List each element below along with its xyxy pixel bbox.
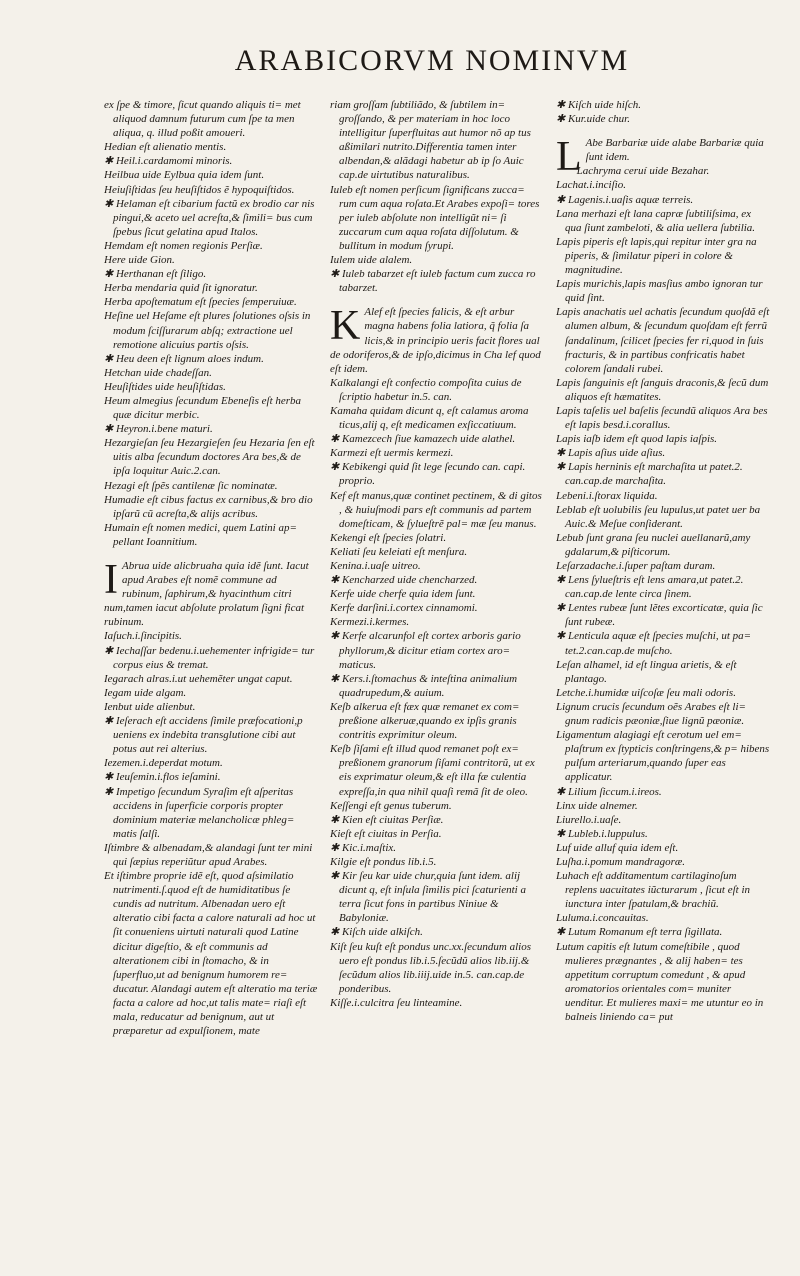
entry: ✱ Kers.i.ſtomachus & inteſtina animalium quadrupedum,& auium. <box>330 672 518 699</box>
drop-cap: L <box>556 134 582 181</box>
entry: Kermezi.i.kermes. <box>330 616 410 629</box>
entry: ✱ Iuleb tabarzet eſt iuleb factum cum zucca ro tabarzet. <box>330 268 536 295</box>
entry-text: Abe Barbariæ uide alabe Barbariæ quia ſunt idem. <box>585 137 764 164</box>
drop-cap: K <box>330 303 361 350</box>
entry: Keſb alkerua eſt fæx quæ remanet ex com= preßione alkeruæ,quando ex ipſis granis contritis exprimitur oleum. <box>330 700 520 742</box>
entry: Lapis murichis,lapis masſius ambo ignoran tur quid ſint. <box>556 278 763 305</box>
entry: Lapis taſelis uel baſelis ſecundũ aliquos Ara bes eſt lapis besd.i.corallus. <box>556 404 768 432</box>
entry: Lachat.i.inciſio. <box>556 179 626 192</box>
entry: ✱ Kerfe alcarunfol eſt cortex arboris gario phyllorum,& dicitur etiam cortex aro= maticus. <box>330 630 521 671</box>
entry: ✱ Kencharzed uide chencharzed. <box>330 574 478 587</box>
letter-section <box>104 559 318 1038</box>
entry: Kenina.i.uaſe uitreo. <box>330 560 421 572</box>
text-columns <box>104 98 770 1038</box>
entry: Iezemen.i.deperdat motum. <box>104 757 223 770</box>
entry: Herba mendaria quid ſit ignoratur. <box>104 282 258 295</box>
letter-section <box>556 136 770 1024</box>
entry: Kerfe uide cherfe quia idem ſunt. <box>330 588 476 601</box>
entry-text: Alef eſt ſpecies falicis, & eſt arbur magna habens folia latiora, q̃ folia ſa licis,& in principio ueris facit flores ual de odoriferos,& de ipſo,dicimus in Cha lef quod eſt idem. <box>330 306 541 375</box>
entry: ✱ Lenticula aquæ eſt ſpecies muſchi, ut pa= tet.2.can.cap.de muſcho. <box>556 630 752 657</box>
entry: Kieſt eſt ciuitas in Perſia. <box>330 827 442 840</box>
entry: Lignum crucis ſecundum oẽs Arabes eſt li= gnum radicis pæoniæ,ſiue lignũ pæoniæ. <box>556 700 746 728</box>
entry: ✱ Impetigo ſecundum Syraſim eſt aſperitas accidens in ſuperficie corporis propter dominium materiæ melancholicæ phleg= matis ſalſi. <box>104 785 295 840</box>
entry: Kiſt ſeu kuſt eſt pondus unc.xx.ſecundum alios uero eſt pondus lib.i.5.ſecũdũ alios lib.iij.& ſecũdum alios lib.iiij.uide in.5. can.cap.de ponderibus. <box>330 940 532 995</box>
entry-text: Abrua uide alicbruaha quia idẽ ſunt. Iacut apud Arabes eſt nomẽ commune ad rubinum, ſaphirum,& hyacinthum citri num,tamen iacut abſolute prolatum ſigni ficat rubinum. <box>104 560 309 629</box>
entry: ✱ Lapis aſius uide aſius. <box>556 447 666 460</box>
entry: ✱ Lubleb.i.luppulus. <box>556 827 648 840</box>
entry: Herba apoſtematum eſt ſpecies ſemperuiuæ. <box>104 296 297 309</box>
entry: ✱ Heil.i.cardamomi minoris. <box>104 155 233 168</box>
entry: ✱ Kir ſeu kar uide chur,quia ſunt idem. alij dicunt q, eſt inſula ſimilis pici ſcaturienti a terra ſicut fons in partibus Niniue & Babyloniæ. <box>330 870 526 925</box>
drop-cap: I <box>104 557 118 603</box>
entry: ✱ Kiſch uide hiſch. <box>556 99 641 111</box>
entry: ✱ Lens ſylueſtris eſt lens amara,ut patet.2. can.cap.de lente circa ſinem. <box>556 574 744 601</box>
entry: Keſb ſiſami eſt illud quod remanet poſt ex= preßionem granorum ſiſami contritorũ, ut ex eis exprimatur oleum,& eſt illa fæ culentia expreſſa,in qua nihil quaſi remã ſit de oleo. <box>330 743 535 798</box>
entry: Hezargieſan ſeu Hezargieſen ſeu Hezaria ſen eſt uitis alba ſecundum doctores Ara bes,& de ipſa loquitur Auic.2.can. <box>104 437 315 478</box>
entry: ✱ Lentes rubeæ ſunt lẽtes excorticatæ, quia ſic ſunt rubeæ. <box>556 602 763 629</box>
entry: Letche.i.humidæ uiſcoſæ ſeu mali odoris. <box>556 686 736 699</box>
entry: ✱ Lutum Romanum eſt terra ſigillata. <box>556 926 723 939</box>
entry: ✱ Helaman eſt cibarium factũ ex brodio car nis pingui,& aceto uel acreſta,& ſimili= bus cum ſpebus ſicut gelatina apud Italos. <box>104 197 315 238</box>
entry: Lebub ſunt grana ſeu nuclei auellanarũ,amy gdalarum,& piſticorum. <box>556 531 751 558</box>
entry: Iſtimbre & albenadam,& alandagi ſunt ter mini qui ſæpius reperiũtur apud Arabes. <box>104 841 313 868</box>
entry: Lapis piperis eſt lapis,qui repitur inter gra na piperis, & ſimilatur piperi in colore & magnitudine. <box>556 235 757 277</box>
entry: Ligamentum alagiagi eſt cerotum uel em= plaſtrum ex ſtypticis conſtringens,& p= hibens pulſum arteriarum,quando ſuper eas applicatur. <box>556 729 770 784</box>
entry: ✱ Kic.i.maſtix. <box>330 841 397 854</box>
entry: Iaſuch.i.ſincipitis. <box>104 630 182 643</box>
entry: Lebeni.i.ſtorax liquida. <box>556 489 658 502</box>
entry: Leſan alhamel, id eſt lingua arietis, & eſt plantago. <box>556 658 737 685</box>
entry: Leblab eſt uolubilis ſeu lupulus,ut patet uer ba Auic.& Meſue conſiderant. <box>556 503 761 530</box>
entry: ✱ Iechaſſar bedenu.i.uehementer infrigide= tur corpus eius & tremat. <box>104 644 315 671</box>
entry: ✱ Kiſch uide alkiſch. <box>330 926 423 939</box>
entry: Lapis anachatis uel achatis ſecundum quoſdã eſt alumen album, & ſecundum quoſdam eſt ferrũ ſandalinum, ſcilicet ſpecies fer ri,quod in ſuis fracturis, & in partibus confricatis habet colorem ſandali rubei. <box>556 306 770 375</box>
entry: Luſha.i.pomum mandragoræ. <box>556 855 685 868</box>
entry: Lachryma ceruí uide Bezahar. <box>576 165 710 178</box>
entry: Iegarach alras.i.ut uehemẽter ungat caput. <box>104 672 293 685</box>
entry: Luluma.i.concauitas. <box>556 912 649 925</box>
entry: Lana merhazi eſt lana capræ ſubtiliſsima, ex qua ſiunt zambeloti, & alia uellera ſubtilia. <box>556 207 756 234</box>
entry: Liurello.i.uaſe. <box>556 813 622 826</box>
column-2 <box>330 98 544 1038</box>
entry: Hezagi eſt ſpẽs cantilenæ ſic nominatæ. <box>104 479 278 492</box>
column-1 <box>104 98 318 1038</box>
entry: ✱ Kamezcech ſiue kamazech uide alathel. <box>330 433 516 446</box>
entry: Lapis iaſb idem eſt quod lapis iaſpis. <box>556 433 718 446</box>
entry: ✱ Lagenis.i.uaſis aquæ terreis. <box>556 193 694 206</box>
entry: Heilbua uide Eylbua quia idem ſunt. <box>104 169 265 182</box>
entry: Kalkalangi eſt confectio compoſita cuius de ſcriptio habetur in.5. can. <box>330 376 522 403</box>
column-3 <box>556 98 770 1038</box>
entry: Heſine uel Heſame eſt plures ſolutiones oſsis in modum ſciſſurarum abſq; extractione uel remotione alicuius partis oſsis. <box>104 310 311 351</box>
entry: Iulem uide alalem. <box>330 254 413 267</box>
entry: Keſſengi eſt genus tuberum. <box>330 799 452 812</box>
entry: Heiuſiſtidas ſeu heuſiſtidos ẽ hypoquiſtidos. <box>104 183 295 196</box>
entry: Kilgie eſt pondus lib.i.5. <box>330 855 437 868</box>
entry: Lapis ſanguinis eſt ſanguis draconis,& ſecũ dum aliquos eſt hæmatites. <box>556 376 769 403</box>
entry <box>104 559 318 629</box>
entry: Hemdam eſt nomen regionis Perſiæ. <box>104 239 263 252</box>
entry: Kekengi eſt ſpecies ſolatri. <box>330 531 447 544</box>
entry: Hedian eſt alienatio mentis. <box>104 141 227 154</box>
entry: Kef eſt manus,quæ continet pectinem, & di gitos , & huiuſmodi pars eſt communis ad partem domeſticam, & ſylueſtrẽ pal= mæ ſeu manus. <box>330 489 542 530</box>
entry: Et iſtimbre proprie idẽ eſt, quod aſsimilatio nutrimenti.ſ.quod eſt de humiditatibus ſe cundis ad nutritum. Albenadan uero eſt alteratio cibi facta a calore naturali ad hoc ut ſit conueniens uirtuti naturali quod Latine dicitur digeſtio, & eſt communis ad alterationem cibi in ſtomacho, & in ſuperfluo,ut ad benignum humorem re= ducatur. Alandagi autem eſt alteratio ma teriæ facta a calore ad hoc,ut talis mate= riaſi eſt mala, reducatur ad benignum, aut ut præparetur ad expulſionem, mate <box>104 870 318 1038</box>
entry: Kerfe darſini.i.cortex cinnamomi. <box>330 602 478 615</box>
entry: ex ſpe & timore, ſicut quando aliquis ti= met aliquod damnum futurum cum ſpe ta men aliqua, q. illud poßit amoueri. <box>104 99 301 140</box>
entry: ✱ Heu deen eſt lignum aloes indum. <box>104 352 264 365</box>
entry: Kiſſe.i.culcitra ſeu linteamine. <box>330 996 463 1009</box>
entry: Leſarzadache.i.ſuper paſtam duram. <box>556 560 716 572</box>
entry: Luf uide alluf quia idem eſt. <box>556 841 679 854</box>
entry: Karmezi eſt uermis kermezi. <box>330 447 454 460</box>
entry: ✱ Kien eſt ciuitas Perſiæ. <box>330 813 444 826</box>
entry: ✱ Lapis herninis eſt marchaſita ut patet.2. can.cap.de marchaſita. <box>556 461 743 488</box>
entry: ✱ Kur.uide chur. <box>556 113 630 126</box>
entry: Heuſiſtides uide heuſiſtidas. <box>104 380 226 393</box>
entry: Keliati ſeu keleiati eſt menſura. <box>330 545 468 558</box>
entry: ✱ Ieuſemin.i.flos ieſamini. <box>104 771 221 784</box>
entry: Kamaha quidam dicunt q, eſt calamus aroma ticus,alij q, eſt medicamen exſiccatiuum. <box>330 404 529 432</box>
entry: Hetchan uide chadeſſan. <box>104 366 212 379</box>
entry <box>330 305 544 375</box>
page-title: ARABICORVM NOMINVM <box>234 44 630 77</box>
entry: Ienbut uide alienbut. <box>104 700 196 713</box>
entry: Humain eſt nomen medici, quem Latini ap= pellant Ioannitium. <box>104 521 297 548</box>
entry: Humadie eſt cibus factus ex carnibus,& bro dio ipſarũ cũ acreſta,& alijs acribus. <box>104 493 313 520</box>
entry: ✱ Heyron.i.bene maturi. <box>104 423 213 436</box>
entry: Iegam uide algam. <box>104 686 187 699</box>
entry: Linx uide alnemer. <box>556 799 638 812</box>
entry: ✱ Ieſerach eſt accidens ſimile præfocationi,p ueniens ex indebita transglutione cibi aut potus aut rei alterius. <box>104 715 303 756</box>
entry: Iuleb eſt nomen perſicum ſignificans zucca= rum cum aqua roſata.Et Arabes expoſi= tores per iuleb abſolute non intelligũt ni= ſi zuccarum cum aqua roſata diſſolutum. & bullitum in modum ſyrupi. <box>330 183 540 252</box>
entry: Luhach eſt additamentum cartilaginoſum replens uacuitates iũcturarum , ſicut eſt in iunctura inter ſpatulam,& brachiũ. <box>556 870 751 911</box>
entry: ✱ Lilium ſiccum.i.ireos. <box>556 785 662 798</box>
entry: Heum almegius ſecundum Ebeneſis eſt herba quæ dicitur merbic. <box>104 394 302 422</box>
entry: ✱ Herthanan eſt ſiligo. <box>104 268 207 281</box>
entry: Here uide Gion. <box>104 254 175 267</box>
letter-section <box>330 305 544 1010</box>
entry: riam groſſam ſubtiliãdo, & ſubtilem in= groſſando, & per materiam in hoc loco intelligitur ſuperfluitas aut humor nõ ap tus aßimilari nutrito.Differentia tamen inter albendan,& alãdagi habetur ab ip ſo Auic cap.de uirtutibus naturalibus. <box>330 99 531 182</box>
entry: ✱ Kebikengi quid ſit lege ſecundo can. capi. proprio. <box>330 461 526 488</box>
entry: Lutum capitis eſt lutum comeſtibile , quod mulieres prægnantes , & alij haben= tes appetitum corruptum comedunt , & apud aromatorios orientales com= muniter uenditur. Et mulieres maxi= me utuntur eo in balneis liniendo ca= put <box>556 940 764 1023</box>
